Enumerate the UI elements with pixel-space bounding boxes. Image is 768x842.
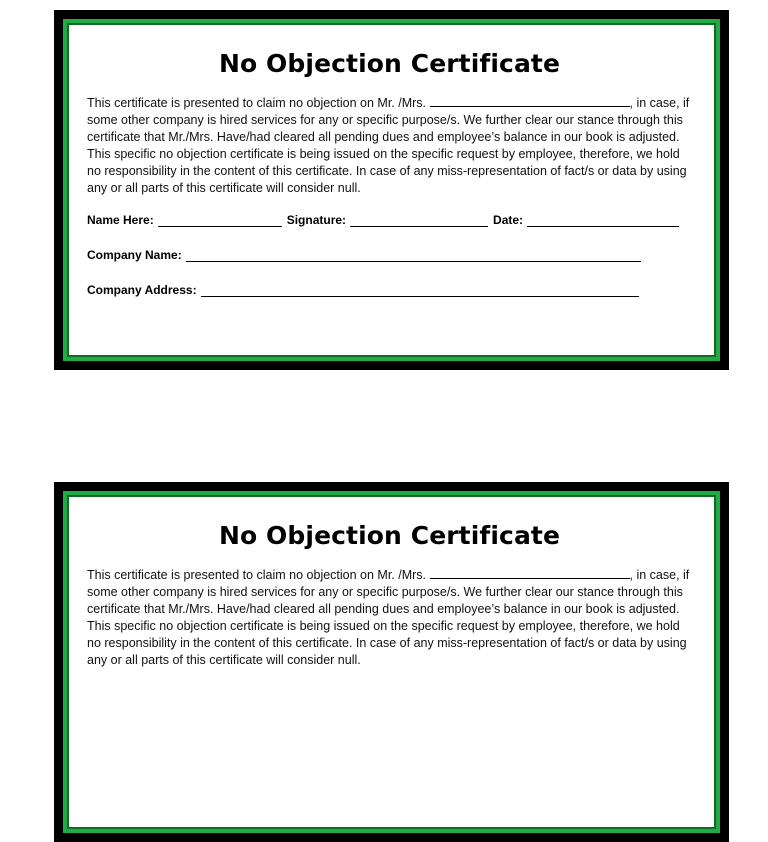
signature-field[interactable] — [350, 215, 488, 227]
company-address-field[interactable] — [201, 285, 639, 297]
name-field[interactable] — [158, 215, 282, 227]
paragraph-1-start: This certificate is presented to claim no objection on Mr. /Mrs. — [87, 568, 427, 582]
certificate-body — [67, 23, 716, 357]
signature-fields — [87, 213, 692, 297]
certificate-title: No Objection Certificate — [218, 49, 561, 78]
company-address-row — [87, 283, 692, 297]
date-field[interactable] — [527, 215, 679, 227]
certificate-title: No Objection Certificate — [218, 521, 561, 550]
certificate-green-frame — [63, 491, 720, 833]
certificate-paragraph-1 — [87, 566, 692, 618]
name-label: Name Here: — [87, 213, 154, 227]
paragraph-1-end: , in case, if some other company is hired services for any or specific purpose/s. We further clear our stance through this certificate that Mr./Mrs. Have/had cleared all pending dues and employee’s balance in our book is adjusted. — [87, 96, 690, 144]
person-name-blank[interactable] — [430, 566, 630, 579]
certificate-1 — [54, 10, 729, 370]
company-name-row — [87, 248, 692, 262]
certificate-2 — [54, 482, 729, 842]
paragraph-1-end: , in case, if some other company is hired services for any or specific purpose/s. We further clear our stance through this certificate that Mr./Mrs. Have/had cleared all pending dues and employee’s balance in our book is adjusted. — [87, 568, 690, 616]
certificate-green-frame — [63, 19, 720, 361]
company-name-field[interactable] — [186, 250, 641, 262]
company-address-label: Company Address: — [87, 283, 197, 297]
certificate-body — [67, 495, 716, 829]
company-name-label: Company Name: — [87, 248, 182, 262]
certificate-paragraph-2: This specific no objection certificate is being issued on the specific request by employee, therefore, we hold no responsibility in the content of this certificate. In case of any miss-representation of fact/s or data by using any or all parts of this certificate will consider null. — [87, 619, 687, 667]
person-name-blank[interactable] — [430, 94, 630, 107]
name-signature-date-row — [87, 213, 692, 227]
certificate-paragraph-1 — [87, 94, 692, 146]
paragraph-1-start: This certificate is presented to claim no objection on Mr. /Mrs. — [87, 96, 427, 110]
signature-label: Signature: — [286, 213, 347, 227]
certificate-paragraph-2: This specific no objection certificate is being issued on the specific request by employee, therefore, we hold no responsibility in the content of this certificate. In case of any miss-representation of fact/s or data by using any or all parts of this certificate will consider null. — [87, 147, 687, 195]
date-label: Date: — [493, 213, 524, 227]
